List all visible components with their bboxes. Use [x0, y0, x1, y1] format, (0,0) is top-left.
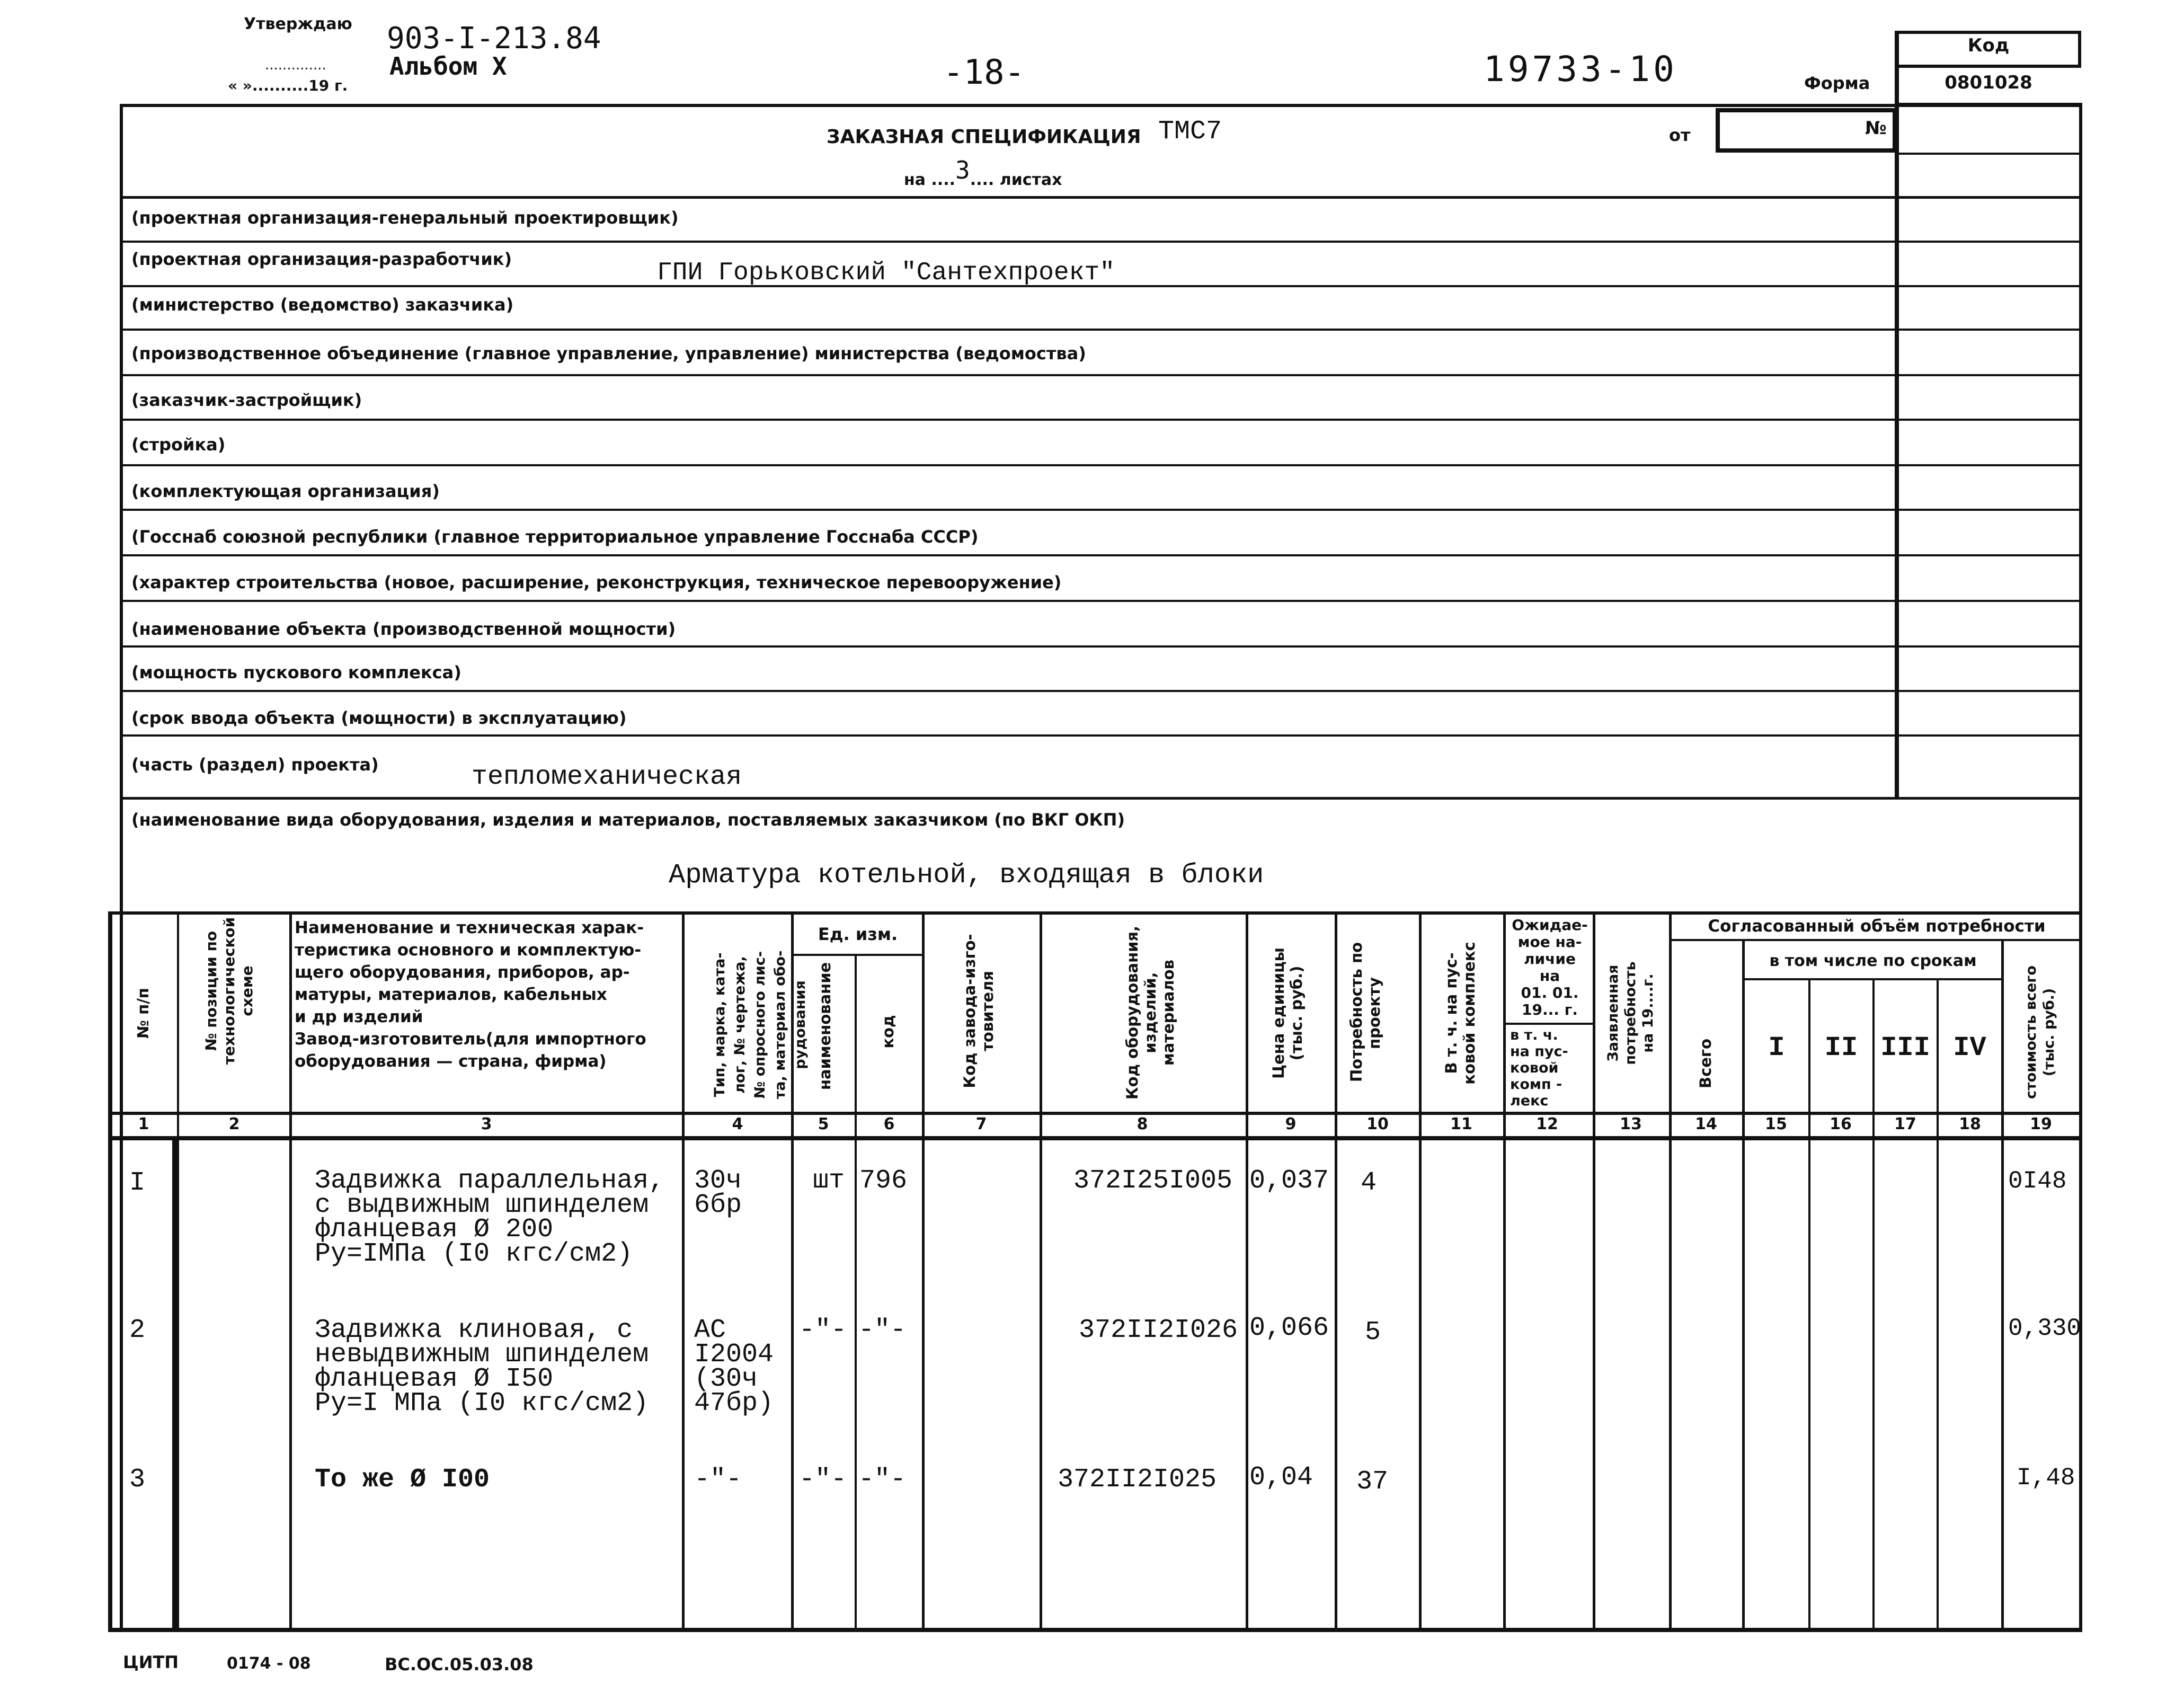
field-developer-value: ГПИ Горьковский "Сантехпроект" [657, 259, 1115, 287]
row3-name: То же Ø I00 [315, 1465, 490, 1495]
row2-unit-code: -"- [858, 1315, 907, 1345]
sheets-line: на ....3.... листах [904, 156, 1062, 189]
col8-header: Код оборудования, изделий, материалов [1123, 925, 1177, 1100]
sheets-count: 3 [955, 156, 970, 184]
section-title: Арматура котельной, входящая в блоки [669, 859, 1264, 891]
colnum-12: 12 [1536, 1115, 1558, 1133]
row1-type: 30ч 6бр [694, 1166, 742, 1220]
row1-price: 0,037 [1249, 1166, 1329, 1196]
row3-unit: -"- [799, 1465, 847, 1495]
row1-number: I [129, 1168, 146, 1198]
unit-group-header: Ед. изм. [818, 924, 898, 944]
col12-launch: в т. ч. на пус- ковой комп - лекс [1510, 1027, 1568, 1109]
row1-code: 372I25I005 [1073, 1166, 1233, 1196]
colnum-7: 7 [975, 1115, 987, 1133]
including-by-terms-header: в том числе по срокам [1769, 952, 1977, 970]
col4-header: Тип, марка, ката- лог, № чертежа, № опросного лис- та, материал обо- рудования [712, 950, 809, 1100]
col5-header: наименование [816, 962, 834, 1090]
album-number: 903-I-213.84 [387, 21, 601, 56]
colnum-10: 10 [1366, 1115, 1389, 1133]
page-mark: -18- [943, 53, 1025, 92]
colnum-16: 16 [1830, 1115, 1852, 1133]
colnum-5: 5 [818, 1115, 829, 1133]
colnum-6: 6 [883, 1115, 895, 1133]
row2-number: 2 [129, 1315, 146, 1345]
colnum-13: 13 [1620, 1115, 1642, 1133]
col7-header: Код завода-изго- товителя [961, 934, 997, 1088]
colnum-2: 2 [228, 1115, 240, 1133]
field-construction: (стройка) [131, 435, 226, 455]
row3-cost: I,48 [2017, 1464, 2075, 1492]
ot-label: от [1669, 125, 1691, 145]
col19-header: стоимость всего (тыс. руб.) [2023, 965, 2057, 1099]
row2-unit: -"- [799, 1315, 847, 1345]
col14-header: Всего [1697, 1038, 1715, 1089]
row3-number: 3 [129, 1465, 146, 1495]
quarter-4-header: IV [1953, 1032, 1986, 1063]
col12-expected: Ожидае- мое на- личие на 01. 01. 19... г. [1512, 916, 1588, 1018]
col6-header: код [879, 1015, 897, 1049]
quarter-1-header: I [1768, 1032, 1785, 1063]
row1-name: Задвижка параллельная, с выдвижным шпинделем фланцевая Ø 200 Ру=IМПа (I0 кгс/см2) [315, 1166, 665, 1269]
col3-header: Наименование и техническая харак- теристика основного и комплектую- щего оборудования, приборов, ар- матуры, материалов, кабельных и др изделий Завод-изготовитель(для импортного оборудования — страна, фирма) [295, 918, 646, 1071]
row2-price: 0,066 [1249, 1313, 1329, 1343]
row2-qty: 5 [1365, 1317, 1381, 1348]
field-ministry: (министерство (ведомство) заказчика) [131, 295, 514, 315]
approval-label: Утверждаю [244, 15, 352, 33]
colnum-14: 14 [1695, 1115, 1717, 1133]
forma-code: 0801028 [1945, 72, 2032, 93]
quarter-3-header: III [1880, 1032, 1930, 1063]
row2-type: АС I2004 (30ч 47бр) [694, 1315, 774, 1419]
row3-unit-code: -"- [858, 1465, 907, 1495]
row1-unit-code: 796 [859, 1166, 908, 1196]
field-completing-org: (комплектующая организация) [131, 481, 440, 501]
field-gossnab: (Госснаб союзной республики (главное территориальное управление Госснаба СССР) [131, 527, 979, 547]
colnum-19: 19 [2030, 1115, 2052, 1133]
col1-header: № п/п [134, 988, 152, 1039]
field-general-designer: (проектная организация-генеральный проектировщик) [131, 208, 679, 228]
col11-header: В т. ч. на пус- ковой комплекс [1442, 942, 1478, 1085]
row2-cost: 0,330 [2008, 1315, 2082, 1342]
footer-code2: ВС.ОС.05.03.08 [385, 1654, 534, 1674]
album-name: Альбом X [389, 52, 507, 81]
agreed-volume-header: Согласованный объём потребности [1708, 917, 2046, 936]
approval-dots: .............. [265, 57, 326, 73]
field-association: (производственное объединение (главное управление, управление) министерства (ведомоства) [131, 343, 1086, 364]
equipment-kind-label: (наименование вида оборудования, изделия и материалов, поставляемых заказчиком (по ВКГ ОКП) [131, 810, 1125, 830]
table-top-border [108, 911, 2082, 915]
field-developer: (проектная организация-разработчик) [131, 249, 512, 269]
field-commissioning-date: (срок ввода объекта (мощности) в эксплуатацию) [131, 708, 627, 728]
colnum-11: 11 [1450, 1115, 1472, 1133]
col9-header: Цена единицы (тыс. руб.) [1269, 947, 1306, 1079]
field-construction-type: (характер строительства (новое, расширение, реконструкция, техническое перевооружение) [131, 572, 1062, 592]
footer-code1: 0174 - 08 [227, 1654, 311, 1673]
forma-label: Форма [1804, 73, 1870, 93]
footer-org: ЦИТП [123, 1652, 179, 1672]
field-launch-capacity: (мощность пускового комплекса) [131, 662, 461, 683]
colnum-17: 17 [1894, 1115, 1916, 1133]
no-label: № [1865, 118, 1887, 139]
row1-qty: 4 [1361, 1168, 1377, 1198]
quarter-2-header: II [1824, 1032, 1858, 1063]
row1-unit: шт [813, 1166, 845, 1196]
colnum-9: 9 [1285, 1115, 1297, 1133]
colnum-15: 15 [1765, 1115, 1787, 1133]
colnum-4: 4 [732, 1115, 743, 1133]
colnum-18: 18 [1959, 1115, 1981, 1133]
document-number: 19733-10 [1484, 49, 1677, 90]
row2-code: 372II2I026 [1079, 1315, 1238, 1345]
colnum-3: 3 [481, 1115, 492, 1133]
row1-cost: 0I48 [2008, 1167, 2067, 1195]
row2-name: Задвижка клиновая, с невыдвижным шпинделем фланцевая Ø I50 Ру=I МПа (I0 кгс/см2) [315, 1315, 649, 1419]
kod-label: Код [1967, 35, 2010, 56]
field-project-section: (часть (раздел) проекта) [131, 755, 379, 775]
spec-title: ЗАКАЗНАЯ СПЕЦИФИКАЦИЯ [827, 126, 1141, 148]
field-customer: (заказчик-застройщик) [131, 390, 362, 410]
field-project-section-value: тепломеханическая [472, 762, 742, 792]
col13-header: Заявленная потребность на 19....г. [1605, 961, 1656, 1065]
field-object-name: (наименование объекта (производственной мощности) [131, 619, 676, 639]
approval-date: « »..........19 г. [228, 77, 348, 94]
row3-price: 0,04 [1249, 1463, 1313, 1493]
spec-code: ТМС7 [1158, 117, 1222, 147]
col2-header: № позиции по технологической схеме [202, 917, 256, 1065]
col10-header: Потребность по проекту [1347, 942, 1383, 1082]
row3-type: -"- [694, 1465, 742, 1495]
colnum-1: 1 [138, 1115, 149, 1133]
colnum-8: 8 [1137, 1115, 1148, 1133]
row3-qty: 37 [1356, 1467, 1389, 1497]
row3-code: 372II2I025 [1058, 1465, 1217, 1495]
table-bottom-border [108, 1628, 2082, 1632]
